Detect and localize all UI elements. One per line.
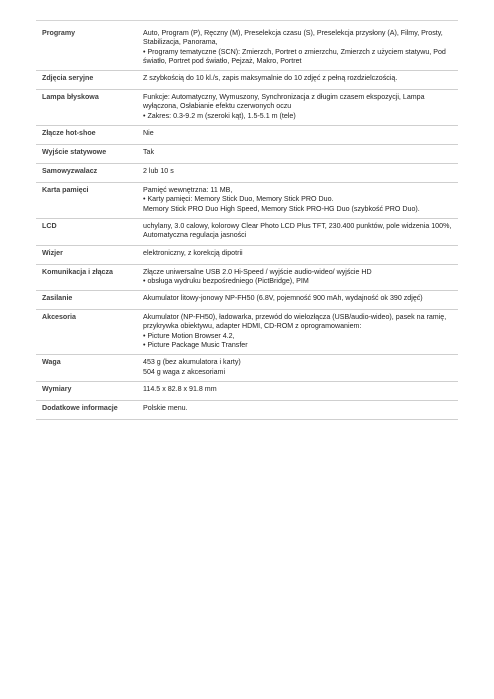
spec-row [36, 291, 458, 310]
spec-row [36, 382, 458, 401]
spec-label: Programy [42, 29, 76, 37]
spec-value [137, 129, 458, 140]
spec-value [137, 29, 458, 66]
spec-label: Zdjęcia seryjne [42, 74, 94, 83]
spec-value-line: elektroniczny, z korekcją dipotrii [143, 248, 243, 257]
spec-value [137, 313, 458, 350]
spec-value-line: Z szybkością do 10 kl./s, zapis maksymalnie do 10 zdjęć z pełną rozdzielczością. [143, 74, 398, 83]
spec-value [137, 294, 458, 305]
spec-row [36, 401, 458, 420]
spec-label: Wizjer [42, 248, 63, 257]
spec-label: Zasilanie [42, 294, 73, 303]
spec-value-line: Akumulator (NP-FH50), ładowarka, przewód do wielozłącza (USB/audio-wideo), pasek na ramię, przykrywka obiektywu, adapter HDMI, CD-ROM z oprogramowaniem: [143, 313, 447, 331]
spec-value [137, 222, 458, 241]
spec-value-line: Nie [143, 129, 154, 138]
spec-value [137, 404, 458, 415]
spec-label: Wyjście statywowe [42, 148, 107, 157]
spec-row [36, 265, 458, 292]
top-divider [36, 20, 458, 21]
spec-label: Komunikacja i złącza [42, 267, 113, 276]
spec-value-line: Polskie menu. [143, 403, 188, 412]
spec-label: Samowyzwalacz [42, 167, 98, 176]
spec-label: Akcesoria [42, 313, 76, 322]
spec-value [137, 167, 458, 178]
spec-value-line: Memory Stick PRO Duo High Speed, Memory Stick PRO-HG Duo (szybkość PRO Duo). [143, 204, 420, 213]
spec-value-line: uchylany, 3.0 calowy, kolorowy Clear Photo LCD Plus TFT, 230.400 punktów, pole widzenia 100%, Automatyczna regulacja jasności [143, 221, 452, 240]
spec-row [36, 90, 458, 126]
spec-value [137, 268, 458, 287]
spec-value [137, 358, 458, 377]
spec-row [36, 219, 458, 246]
spec-label: Karta pamięci [42, 186, 89, 195]
spec-value-line: • Karty pamięci: Memory Stick Duo, Memory Stick PRO Duo. [143, 195, 334, 204]
spec-row [36, 26, 458, 71]
spec-value-line: • Picture Motion Browser 4.2, [143, 331, 235, 340]
spec-row [36, 183, 458, 219]
spec-value-line: • Picture Package Music Transfer [143, 341, 248, 350]
spec-value-line: 453 g (bez akumulatora i karty) [143, 358, 241, 367]
spec-value [137, 249, 458, 260]
spec-value-line: Pamięć wewnętrzna: 11 MB, [143, 186, 233, 195]
spec-row [36, 164, 458, 183]
spec-label: Dodatkowe informacje [42, 403, 118, 412]
spec-value-line: Akumulator litowy-jonowy NP-FH50 (6.8V, pojemność 900 mAh, wydajność ok 390 zdjęć) [143, 294, 423, 303]
spec-value-line: Złącze uniwersalne USB 2.0 Hi-Speed / wyjście audio-wideo/ wyjście HD [143, 267, 372, 276]
spec-row [36, 126, 458, 145]
spec-label: Waga [42, 358, 61, 367]
spec-value-line: 114.5 x 82.8 x 91.8 mm [143, 384, 217, 393]
spec-value-line: • Zakres: 0.3-9.2 m (szeroki kąt), 1.5-5.1 m (tele) [143, 111, 296, 120]
spec-value-line: • Programy tematyczne (SCN): Zmierzch, Portret o zmierzchu, Zmierzch z użyciem statywu, Pod światło, Portret pod światło, Pejzaż, Makro, Portret [143, 47, 446, 65]
spec-value-line: 504 g waga z akcesoriami [143, 367, 226, 376]
spec-table [36, 26, 458, 420]
spec-value-line: • obsługa wydruku bezpośredniego (PictBridge), PIM [143, 276, 309, 285]
spec-value-line: Tak [143, 148, 155, 157]
spec-value [137, 186, 458, 214]
spec-row [36, 310, 458, 355]
spec-label: LCD [42, 221, 57, 230]
spec-value [137, 385, 458, 396]
spec-value-line: Funkcje: Automatyczny, Wymuszony, Synchronizacja z długim czasem ekspozycji, Lampa wyłączona, Osłabianie efektu czerwonych oczu [143, 93, 425, 111]
spec-row [36, 355, 458, 382]
spec-row [36, 145, 458, 164]
spec-label: Wymiary [42, 384, 72, 393]
spec-value-line: 2 lub 10 s [143, 167, 174, 176]
spec-row [36, 71, 458, 90]
spec-value [137, 74, 458, 85]
spec-row [36, 246, 458, 265]
spec-label: Lampa błyskowa [42, 93, 99, 102]
spec-value-line: Auto, Program (P), Ręczny (M), Preselekcja czasu (S), Preselekcja przysłony (A), Filmy, Prosty, Stabilizacja, Panorama, [143, 29, 443, 47]
spec-label: Złącze hot-shoe [42, 129, 96, 138]
spec-value [137, 93, 458, 121]
spec-value [137, 148, 458, 159]
